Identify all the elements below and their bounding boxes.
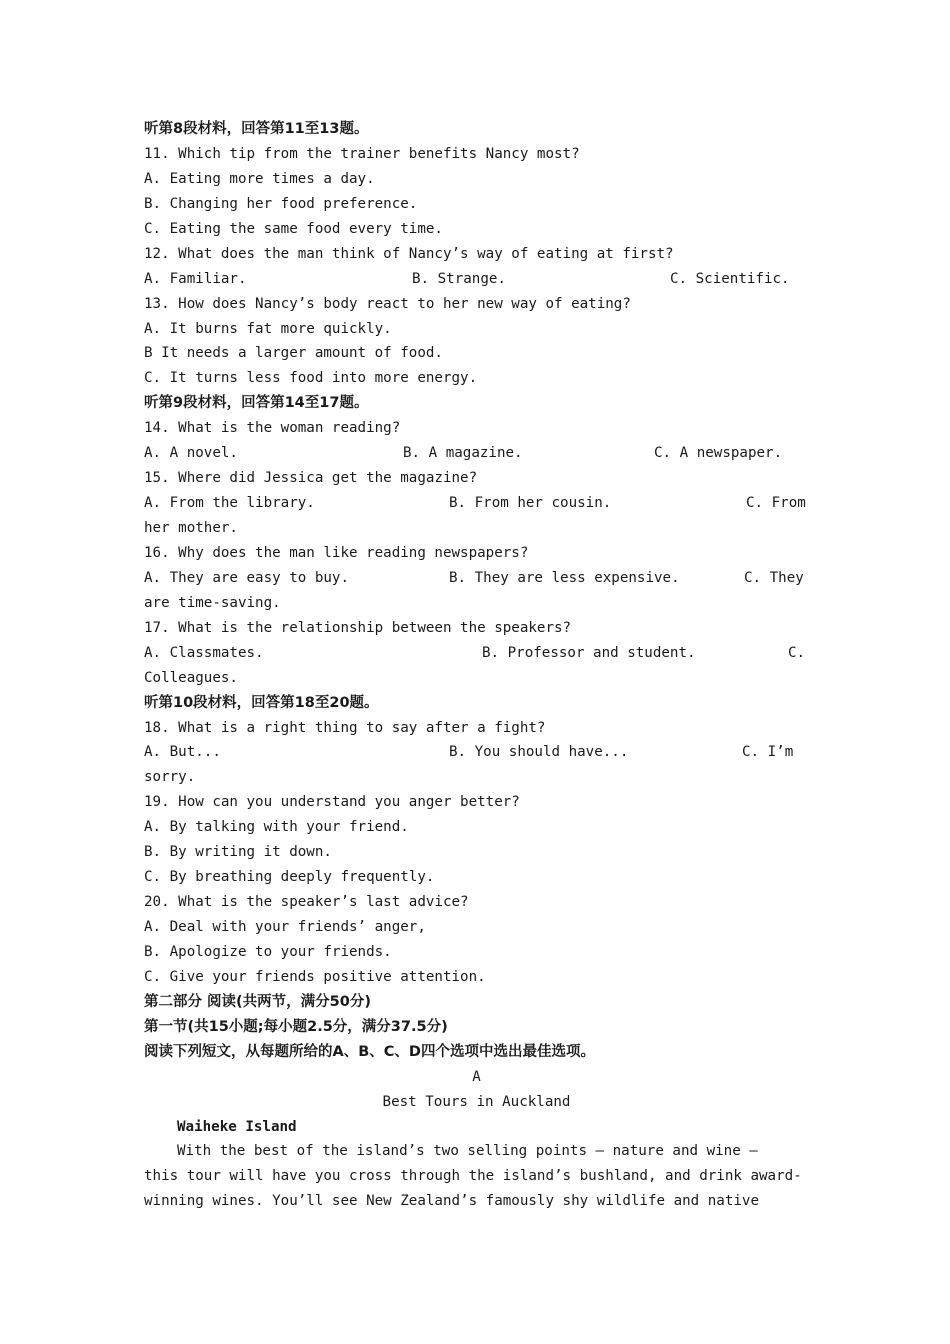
question-20-option-a: A. Deal with your friends’ anger, (144, 919, 426, 935)
question-18-option-c: C. I’m (742, 744, 794, 761)
question-17-option-a: A. Classmates. (144, 644, 264, 661)
question-11-option-b: B. Changing her food preference. (144, 195, 418, 212)
section-1-heading: 第一节(共15小题;每小题2.5分，满分37.5分) (144, 1018, 448, 1035)
question-12-option-c: C. Scientific. (670, 270, 790, 287)
section-9-heading: 听第9段材料，回答第14至17题。 (144, 395, 369, 412)
question-15-stem: 15. Where did Jessica get the magazine? (144, 470, 478, 487)
question-18-options (144, 740, 809, 765)
exam-page (144, 117, 809, 1214)
passage-line: this tour will have you cross through the island’s bushland, and drink award- (144, 1168, 802, 1185)
question-17-option-b: B. Professor and student. (482, 644, 696, 661)
question-18-option-a: A. But... (144, 744, 221, 761)
question-15-option-a: A. From the library. (144, 495, 315, 512)
question-17-option-c-continued: Colleagues. (144, 669, 238, 686)
question-13-option-b: B It needs a larger amount of food. (144, 345, 443, 362)
question-16-options (144, 566, 809, 591)
question-12-stem: 12. What does the man think of Nancy’s way of eating at first? (144, 245, 674, 262)
section-8-heading: 听第8段材料，回答第11至13题。 (144, 121, 369, 137)
passage-line: winning wines. You’ll see New Zealand’s famously shy wildlife and native (144, 1193, 759, 1210)
question-17-stem: 17. What is the relationship between the speakers? (144, 619, 572, 636)
question-19-option-c: C. By breathing deeply frequently. (144, 869, 435, 886)
question-11-stem: 11. Which tip from the trainer benefits Nancy most? (144, 145, 580, 162)
question-19-option-b: B. By writing it down. (144, 844, 332, 861)
passage-line: With the best of the island’s two selling points — nature and wine — (177, 1143, 758, 1160)
question-12-options (144, 267, 809, 292)
question-16-stem: 16. Why does the man like reading newspapers? (144, 544, 529, 561)
question-14-option-a: A. A novel. (144, 445, 238, 462)
question-12-option-b: B. Strange. (412, 270, 506, 287)
question-13-option-a: A. It burns fat more quickly. (144, 320, 392, 337)
question-15-options (144, 491, 809, 516)
question-12-option-a: A. Familiar. (144, 270, 247, 287)
question-16-option-a: A. They are easy to buy. (144, 569, 349, 586)
question-16-option-b: B. They are less expensive. (449, 569, 680, 586)
question-18-stem: 18. What is a right thing to say after a fight? (144, 719, 546, 736)
question-16-option-c: C. They (744, 569, 804, 586)
question-14-options (144, 441, 809, 466)
question-11-option-a: A. Eating more times a day. (144, 170, 375, 187)
passage-letter: A (472, 1068, 481, 1085)
question-17-options (144, 641, 809, 666)
question-16-option-c-continued: are time-saving. (144, 594, 281, 611)
question-14-option-c: C. A newspaper. (654, 445, 783, 462)
question-20-option-c: C. Give your friends positive attention. (144, 968, 486, 985)
reading-instructions: 阅读下列短文，从每题所给的A、B、C、D四个选项中选出最佳选项。 (144, 1043, 595, 1060)
question-20-stem: 20. What is the speaker’s last advice? (144, 894, 469, 911)
question-11-option-c: C. Eating the same food every time. (144, 220, 443, 237)
question-15-option-b: B. From her cousin. (449, 495, 612, 512)
part-2-heading: 第二部分 阅读(共两节，满分50分) (144, 993, 371, 1010)
question-18-option-c-continued: sorry. (144, 769, 196, 786)
passage-subheading: Waiheke Island (177, 1118, 297, 1135)
passage-title: Best Tours in Auckland (382, 1093, 571, 1110)
question-13-stem: 13. How does Nancy’s body react to her new way of eating? (144, 295, 631, 312)
question-19-stem: 19. How can you understand you anger better? (144, 794, 520, 811)
question-18-option-b: B. You should have... (449, 744, 629, 761)
section-10-heading: 听第10段材料，回答第18至20题。 (144, 694, 379, 711)
question-17-option-c: C. (788, 644, 806, 661)
question-13-option-c: C. It turns less food into more energy. (144, 370, 478, 387)
question-15-option-c-continued: her mother. (144, 520, 238, 536)
question-20-option-b: B. Apologize to your friends. (144, 943, 392, 960)
question-14-option-b: B. A magazine. (403, 445, 523, 462)
question-14-stem: 14. What is the woman reading? (144, 420, 401, 437)
question-19-option-a: A. By talking with your friend. (144, 819, 409, 836)
question-15-option-c: C. From (746, 495, 806, 512)
